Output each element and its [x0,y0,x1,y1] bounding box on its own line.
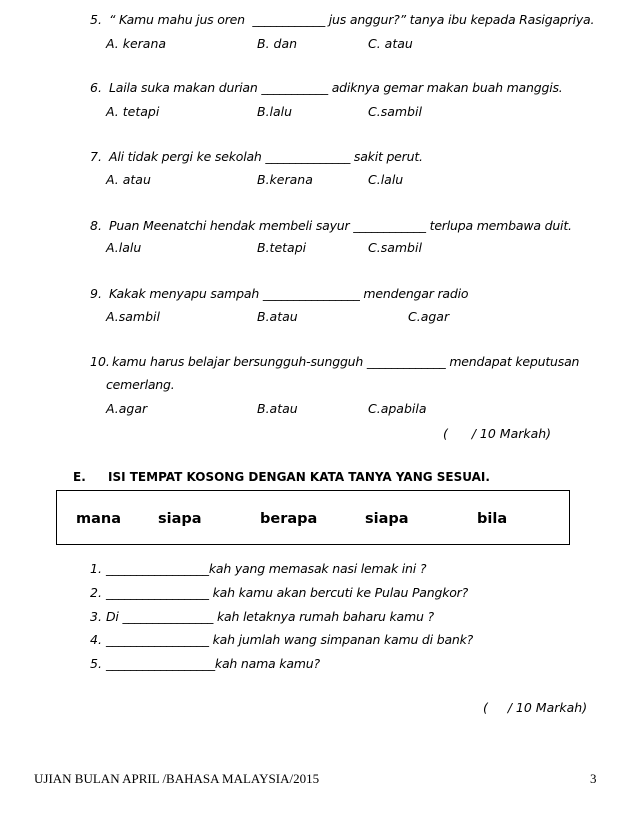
question-text: Kakak menyapu sampah ________________ mendengar radio [109,286,469,301]
option-c: C.sambil [368,240,422,255]
option-b: B.tetapi [257,240,307,255]
word-bank-item: siapa [158,511,202,527]
question-number: 5. [90,656,102,671]
page-number: 3 [590,771,597,786]
option-c: C.sambil [368,104,422,119]
option-c: C.agar [408,309,450,324]
question-text: _________________kah yang memasak nasi lemak ini ? [106,561,427,576]
question-text: Ali tidak pergi ke sekolah ______________ sakit perut. [109,149,423,164]
question-text: _________________ kah jumlah wang simpanan kamu di bank? [106,632,474,647]
section-title: ISI TEMPAT KOSONG DENGAN KATA TANYA YANG SESUAI. [108,470,490,484]
option-b: B.lalu [257,104,293,119]
marks-label: ( / 10 Markah) [483,700,588,715]
word-bank-item: berapa [260,511,318,527]
option-a: A. kerana [106,36,167,51]
option-a: A.sambil [106,309,160,324]
question-number: 4. [90,632,102,647]
question-number: 8. [90,218,102,233]
marks-label: ( / 10 Markah) [443,426,552,441]
question-text: __________________kah nama kamu? [106,656,320,671]
question-text-continued: cemerlang. [106,377,175,392]
question-text: “ Kamu mahu jus oren ____________ jus anggur?” tanya ibu kepada Rasigapriya. [109,12,595,27]
question-text: Di _______________ kah letaknya rumah baharu kamu ? [106,609,434,624]
question-number: 1. [90,561,102,576]
word-bank-item: bila [477,511,508,527]
option-a: A. tetapi [106,104,160,119]
section-letter: E. [73,470,86,484]
question-text: Laila suka makan durian ___________ adiknya gemar makan buah manggis. [109,80,563,95]
option-a: A.agar [106,401,148,416]
question-number: 6. [90,80,102,95]
question-number: 7. [90,149,102,164]
option-b: B. dan [257,36,298,51]
question-number: 9. [90,286,102,301]
question-number: 3. [90,609,102,624]
footer-title: UJIAN BULAN APRIL /BAHASA MALAYSIA/2015 [34,771,320,786]
question-number: 5. [90,12,102,27]
option-c: C.apabila [368,401,427,416]
question-number: 10. [90,354,110,369]
question-number: 2. [90,585,102,600]
word-bank-item: siapa [365,511,409,527]
option-c: C.lalu [368,172,404,187]
question-text: Puan Meenatchi hendak membeli sayur ____________ terlupa membawa duit. [109,218,572,233]
option-b: B.kerana [257,172,313,187]
word-bank-item: mana [76,511,122,527]
word-bank-box [56,490,570,545]
question-text: _________________ kah kamu akan bercuti ke Pulau Pangkor? [106,585,469,600]
option-c: C. atau [368,36,413,51]
option-a: A.lalu [106,240,142,255]
option-a: A. atau [106,172,151,187]
question-text: kamu harus belajar bersungguh-sungguh _____________ mendapat keputusan [112,354,580,369]
option-b: B.atau [257,401,298,416]
option-b: B.atau [257,309,298,324]
